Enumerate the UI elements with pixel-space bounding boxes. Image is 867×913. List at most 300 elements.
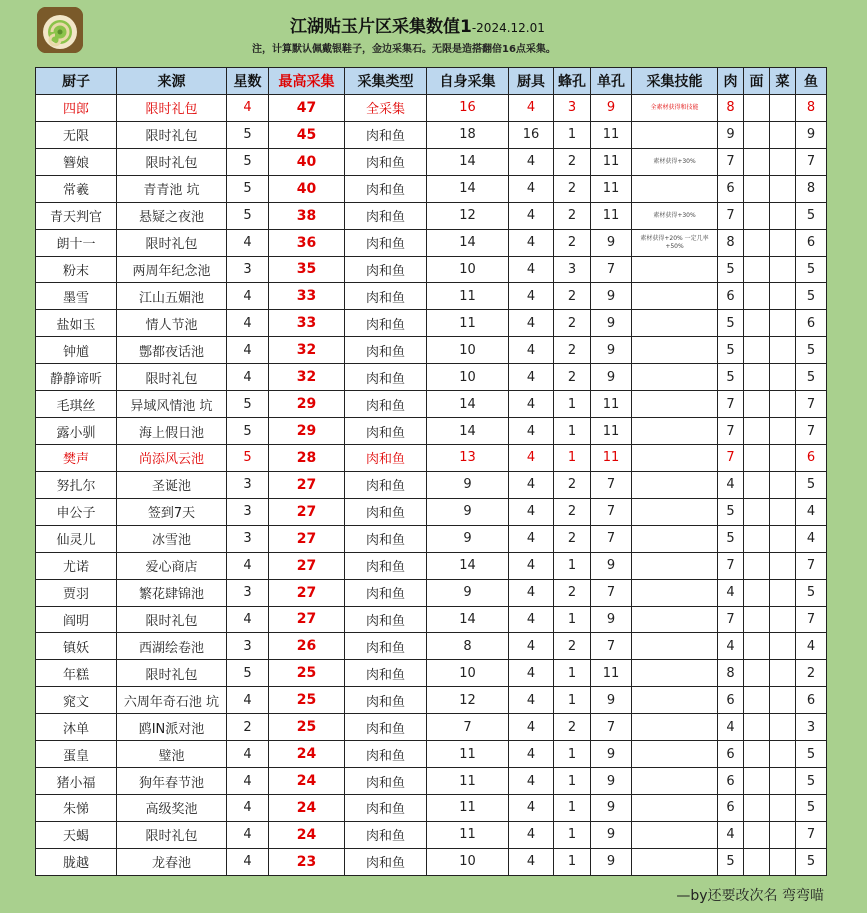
cell-fish: 5	[796, 364, 827, 391]
cell-single-slot: 9	[591, 768, 632, 795]
author-credit: —by还要改次名 弯弯喵	[676, 888, 824, 904]
table-row	[36, 337, 827, 364]
cell-source: 限时礼包	[117, 95, 227, 122]
cell-single-slot: 7	[591, 579, 632, 606]
cell-stars: 4	[227, 310, 269, 337]
cell-tool: 4	[509, 95, 554, 122]
cell-chef-name: 蛋皇	[36, 741, 117, 768]
cell-self-gather: 11	[427, 741, 509, 768]
cell-fish: 7	[796, 552, 827, 579]
cell-source: 海上假日池	[117, 418, 227, 445]
cell-bee-slot: 1	[554, 444, 591, 471]
table-row	[36, 606, 827, 633]
cell-meat: 6	[718, 283, 744, 310]
cell-vegetable	[770, 794, 796, 821]
page-title	[290, 12, 545, 37]
cell-noodle	[744, 256, 770, 283]
cell-noodle	[744, 579, 770, 606]
cell-vegetable	[770, 229, 796, 256]
header-gather-skill: 采集技能	[632, 68, 718, 95]
cell-fish: 6	[796, 229, 827, 256]
cell-noodle	[744, 498, 770, 525]
cell-bee-slot: 2	[554, 310, 591, 337]
cell-gather-skill	[632, 714, 718, 741]
cell-meat: 7	[718, 444, 744, 471]
cell-bee-slot: 1	[554, 552, 591, 579]
cell-max-gather: 38	[269, 202, 345, 229]
table-row	[36, 471, 827, 498]
cell-chef-name: 无限	[36, 121, 117, 148]
cell-vegetable	[770, 471, 796, 498]
cell-single-slot: 9	[591, 552, 632, 579]
cell-vegetable	[770, 310, 796, 337]
cell-meat: 5	[718, 364, 744, 391]
cell-bee-slot: 1	[554, 848, 591, 875]
cell-fish: 4	[796, 498, 827, 525]
cell-stars: 3	[227, 579, 269, 606]
table-row	[36, 714, 827, 741]
cell-source: 鸥IN派对池	[117, 714, 227, 741]
cell-fish: 7	[796, 606, 827, 633]
cell-chef-name: 朱悌	[36, 794, 117, 821]
table-row	[36, 283, 827, 310]
cell-fish: 8	[796, 95, 827, 122]
cell-gather-skill	[632, 256, 718, 283]
cell-max-gather: 29	[269, 418, 345, 445]
cell-tool: 4	[509, 310, 554, 337]
cell-bee-slot: 2	[554, 471, 591, 498]
cell-stars: 5	[227, 148, 269, 175]
cell-noodle	[744, 552, 770, 579]
cell-self-gather: 13	[427, 444, 509, 471]
table-row	[36, 498, 827, 525]
table-row	[36, 444, 827, 471]
cell-stars: 4	[227, 283, 269, 310]
header-max-gather: 最高采集	[269, 68, 345, 95]
table-row	[36, 121, 827, 148]
cell-meat: 6	[718, 687, 744, 714]
cell-self-gather: 14	[427, 418, 509, 445]
cell-tool: 4	[509, 552, 554, 579]
cell-vegetable	[770, 95, 796, 122]
cell-single-slot: 9	[591, 364, 632, 391]
cell-tool: 4	[509, 821, 554, 848]
cell-single-slot: 11	[591, 418, 632, 445]
cell-max-gather: 32	[269, 337, 345, 364]
cell-bee-slot: 1	[554, 794, 591, 821]
cell-meat: 6	[718, 175, 744, 202]
cell-source: 鄷都夜话池	[117, 337, 227, 364]
cell-meat: 4	[718, 633, 744, 660]
cell-fish: 6	[796, 310, 827, 337]
cell-gather-skill	[632, 391, 718, 418]
cell-noodle	[744, 391, 770, 418]
cell-stars: 3	[227, 525, 269, 552]
cell-noodle	[744, 444, 770, 471]
table-row	[36, 687, 827, 714]
cell-gather-skill	[632, 471, 718, 498]
cell-self-gather: 14	[427, 391, 509, 418]
cell-fish: 9	[796, 121, 827, 148]
cell-vegetable	[770, 391, 796, 418]
cell-single-slot: 11	[591, 148, 632, 175]
cell-source: 情人节池	[117, 310, 227, 337]
cell-gather-type: 肉和鱼	[345, 848, 427, 875]
cell-gather-type: 肉和鱼	[345, 741, 427, 768]
cell-source: 限时礼包	[117, 229, 227, 256]
cell-source: 六周年奇石池 坑	[117, 687, 227, 714]
cell-chef-name: 沐单	[36, 714, 117, 741]
cell-self-gather: 16	[427, 95, 509, 122]
title-text: 江湖贴玉片区采集数值1	[290, 17, 472, 37]
cell-tool: 4	[509, 633, 554, 660]
table-body	[36, 95, 827, 876]
header-fish: 鱼	[796, 68, 827, 95]
cell-self-gather: 14	[427, 606, 509, 633]
cell-chef-name: 钟馗	[36, 337, 117, 364]
cell-tool: 4	[509, 498, 554, 525]
cell-source: 两周年纪念池	[117, 256, 227, 283]
cell-stars: 5	[227, 202, 269, 229]
cell-meat: 5	[718, 337, 744, 364]
cell-source: 签到7天	[117, 498, 227, 525]
cell-fish: 5	[796, 283, 827, 310]
table-row	[36, 848, 827, 875]
cell-bee-slot: 2	[554, 498, 591, 525]
cell-source: 爱心商店	[117, 552, 227, 579]
cell-single-slot: 9	[591, 337, 632, 364]
cell-tool: 4	[509, 579, 554, 606]
cell-self-gather: 10	[427, 660, 509, 687]
title-date: -2024.12.01	[471, 21, 545, 35]
cell-tool: 4	[509, 391, 554, 418]
cell-chef-name: 年糕	[36, 660, 117, 687]
cell-noodle	[744, 337, 770, 364]
cell-fish: 5	[796, 202, 827, 229]
cell-bee-slot: 1	[554, 606, 591, 633]
header-bee-slot: 蜂孔	[554, 68, 591, 95]
cell-source: 青青池 坑	[117, 175, 227, 202]
cell-vegetable	[770, 848, 796, 875]
cell-noodle	[744, 768, 770, 795]
cell-gather-type: 肉和鱼	[345, 283, 427, 310]
cell-vegetable	[770, 579, 796, 606]
cell-self-gather: 10	[427, 337, 509, 364]
cell-chef-name: 露小驯	[36, 418, 117, 445]
table-row	[36, 202, 827, 229]
cell-noodle	[744, 606, 770, 633]
cell-source: 龙春池	[117, 848, 227, 875]
cell-bee-slot: 2	[554, 229, 591, 256]
header-vegetable: 菜	[770, 68, 796, 95]
cell-single-slot: 11	[591, 444, 632, 471]
cell-fish: 3	[796, 714, 827, 741]
cell-noodle	[744, 633, 770, 660]
table-row	[36, 229, 827, 256]
cell-meat: 7	[718, 148, 744, 175]
cell-single-slot: 7	[591, 525, 632, 552]
cell-single-slot: 9	[591, 283, 632, 310]
cell-fish: 7	[796, 418, 827, 445]
cell-chef-name: 朗十一	[36, 229, 117, 256]
cell-chef-name: 窕文	[36, 687, 117, 714]
cell-meat: 7	[718, 391, 744, 418]
cell-tool: 4	[509, 444, 554, 471]
cell-source: 璧池	[117, 741, 227, 768]
cell-source: 异域风情池 坑	[117, 391, 227, 418]
cell-bee-slot: 1	[554, 121, 591, 148]
cell-gather-skill	[632, 821, 718, 848]
cell-single-slot: 11	[591, 121, 632, 148]
cell-stars: 5	[227, 391, 269, 418]
cell-self-gather: 10	[427, 364, 509, 391]
cell-noodle	[744, 175, 770, 202]
cell-gather-type: 肉和鱼	[345, 148, 427, 175]
cell-fish: 6	[796, 444, 827, 471]
cell-gather-type: 全采集	[345, 95, 427, 122]
cell-stars: 4	[227, 229, 269, 256]
cell-self-gather: 14	[427, 148, 509, 175]
cell-gather-skill	[632, 498, 718, 525]
cell-stars: 3	[227, 256, 269, 283]
cell-stars: 4	[227, 337, 269, 364]
cell-vegetable	[770, 202, 796, 229]
table-row	[36, 95, 827, 122]
cell-fish: 5	[796, 768, 827, 795]
cell-gather-skill	[632, 687, 718, 714]
cell-meat: 8	[718, 660, 744, 687]
cell-source: 限时礼包	[117, 364, 227, 391]
cell-gather-type: 肉和鱼	[345, 364, 427, 391]
cell-source: 繁花肆锦池	[117, 579, 227, 606]
cell-tool: 4	[509, 418, 554, 445]
cell-noodle	[744, 121, 770, 148]
cell-chef-name: 毛琪丝	[36, 391, 117, 418]
cell-chef-name: 镇妖	[36, 633, 117, 660]
cell-stars: 4	[227, 741, 269, 768]
cell-fish: 7	[796, 148, 827, 175]
cell-gather-skill: 全素材获得和技能	[632, 95, 718, 122]
cell-source: 高级奖池	[117, 794, 227, 821]
header-meat: 肉	[718, 68, 744, 95]
cell-vegetable	[770, 283, 796, 310]
cell-noodle	[744, 418, 770, 445]
cell-gather-type: 肉和鱼	[345, 337, 427, 364]
cell-gather-type: 肉和鱼	[345, 418, 427, 445]
cell-gather-type: 肉和鱼	[345, 525, 427, 552]
cell-single-slot: 7	[591, 256, 632, 283]
cell-tool: 4	[509, 175, 554, 202]
cell-self-gather: 11	[427, 768, 509, 795]
cell-source: 限时礼包	[117, 606, 227, 633]
cell-noodle	[744, 471, 770, 498]
cell-noodle	[744, 202, 770, 229]
cell-max-gather: 47	[269, 95, 345, 122]
cell-self-gather: 14	[427, 175, 509, 202]
cell-source: 圣诞池	[117, 471, 227, 498]
header-tool: 厨具	[509, 68, 554, 95]
cell-chef-name: 樊声	[36, 444, 117, 471]
cell-stars: 4	[227, 794, 269, 821]
cell-tool: 4	[509, 768, 554, 795]
cell-bee-slot: 2	[554, 175, 591, 202]
table-row	[36, 552, 827, 579]
cell-bee-slot: 1	[554, 821, 591, 848]
cell-stars: 5	[227, 175, 269, 202]
cell-self-gather: 12	[427, 687, 509, 714]
cell-tool: 4	[509, 256, 554, 283]
calculation-note: 注，计算默认佩戴银鞋子，金边采集石。无限是造搭翻倍16点采集。	[252, 44, 556, 55]
cell-single-slot: 9	[591, 741, 632, 768]
cell-meat: 4	[718, 471, 744, 498]
cell-bee-slot: 1	[554, 741, 591, 768]
table-row	[36, 256, 827, 283]
cell-gather-type: 肉和鱼	[345, 768, 427, 795]
cell-max-gather: 26	[269, 633, 345, 660]
cell-tool: 4	[509, 337, 554, 364]
cell-source: 限时礼包	[117, 821, 227, 848]
cell-meat: 6	[718, 768, 744, 795]
cell-gather-skill	[632, 848, 718, 875]
cell-vegetable	[770, 525, 796, 552]
cell-source: 冰雪池	[117, 525, 227, 552]
cell-max-gather: 27	[269, 552, 345, 579]
cell-self-gather: 10	[427, 256, 509, 283]
cell-gather-type: 肉和鱼	[345, 444, 427, 471]
cell-chef-name: 簪娘	[36, 148, 117, 175]
cell-bee-slot: 2	[554, 148, 591, 175]
cell-tool: 4	[509, 794, 554, 821]
cell-gather-type: 肉和鱼	[345, 498, 427, 525]
table-header-row	[36, 68, 827, 95]
cell-gather-type: 肉和鱼	[345, 633, 427, 660]
cell-noodle	[744, 660, 770, 687]
cell-gather-skill	[632, 633, 718, 660]
table-row	[36, 768, 827, 795]
cell-gather-skill	[632, 337, 718, 364]
table-row	[36, 633, 827, 660]
cell-tool: 4	[509, 741, 554, 768]
cell-max-gather: 33	[269, 310, 345, 337]
cell-meat: 4	[718, 579, 744, 606]
table-row	[36, 525, 827, 552]
cell-max-gather: 32	[269, 364, 345, 391]
cell-chef-name: 天蝎	[36, 821, 117, 848]
cell-vegetable	[770, 444, 796, 471]
cell-chef-name: 仙灵儿	[36, 525, 117, 552]
cell-chef-name: 努扎尔	[36, 471, 117, 498]
cell-bee-slot: 2	[554, 364, 591, 391]
cell-gather-skill	[632, 768, 718, 795]
cell-max-gather: 27	[269, 471, 345, 498]
cell-max-gather: 24	[269, 768, 345, 795]
cell-chef-name: 青天判官	[36, 202, 117, 229]
cell-max-gather: 29	[269, 391, 345, 418]
cell-stars: 3	[227, 633, 269, 660]
cell-self-gather: 9	[427, 498, 509, 525]
cell-single-slot: 11	[591, 660, 632, 687]
cell-tool: 4	[509, 714, 554, 741]
cell-gather-type: 肉和鱼	[345, 660, 427, 687]
cell-gather-skill	[632, 175, 718, 202]
cell-chef-name: 胧越	[36, 848, 117, 875]
cell-meat: 7	[718, 606, 744, 633]
cell-tool: 4	[509, 660, 554, 687]
gathering-table	[35, 67, 827, 876]
cell-max-gather: 27	[269, 579, 345, 606]
cell-max-gather: 27	[269, 606, 345, 633]
cell-source: 西湖绘卷池	[117, 633, 227, 660]
cell-gather-type: 肉和鱼	[345, 714, 427, 741]
cell-meat: 7	[718, 202, 744, 229]
cell-self-gather: 11	[427, 310, 509, 337]
cell-noodle	[744, 283, 770, 310]
cell-vegetable	[770, 660, 796, 687]
cell-chef-name: 申公子	[36, 498, 117, 525]
cell-meat: 5	[718, 848, 744, 875]
cell-vegetable	[770, 121, 796, 148]
cell-stars: 4	[227, 821, 269, 848]
cell-gather-skill	[632, 525, 718, 552]
cell-bee-slot: 3	[554, 256, 591, 283]
table-row	[36, 391, 827, 418]
header-stars: 星数	[227, 68, 269, 95]
cell-gather-skill	[632, 444, 718, 471]
cell-fish: 5	[796, 256, 827, 283]
cell-gather-type: 肉和鱼	[345, 391, 427, 418]
cell-gather-type: 肉和鱼	[345, 471, 427, 498]
cell-source: 限时礼包	[117, 148, 227, 175]
table-row	[36, 579, 827, 606]
cell-chef-name: 阎明	[36, 606, 117, 633]
cell-max-gather: 35	[269, 256, 345, 283]
cell-single-slot: 9	[591, 821, 632, 848]
cell-noodle	[744, 794, 770, 821]
table-row	[36, 660, 827, 687]
cell-vegetable	[770, 687, 796, 714]
cell-tool: 4	[509, 202, 554, 229]
cell-max-gather: 27	[269, 525, 345, 552]
cell-noodle	[744, 525, 770, 552]
cell-max-gather: 28	[269, 444, 345, 471]
cell-gather-type: 肉和鱼	[345, 687, 427, 714]
cell-fish: 5	[796, 741, 827, 768]
cell-bee-slot: 3	[554, 95, 591, 122]
cell-chef-name: 静静谛听	[36, 364, 117, 391]
cell-max-gather: 24	[269, 821, 345, 848]
cell-stars: 4	[227, 364, 269, 391]
cell-vegetable	[770, 175, 796, 202]
table-row	[36, 794, 827, 821]
cell-tool: 16	[509, 121, 554, 148]
cell-single-slot: 9	[591, 95, 632, 122]
cell-max-gather: 24	[269, 741, 345, 768]
cell-single-slot: 9	[591, 848, 632, 875]
cell-stars: 3	[227, 498, 269, 525]
cell-source: 限时礼包	[117, 121, 227, 148]
cell-meat: 6	[718, 741, 744, 768]
cell-stars: 5	[227, 121, 269, 148]
cell-single-slot: 11	[591, 202, 632, 229]
cell-vegetable	[770, 633, 796, 660]
table-row	[36, 310, 827, 337]
cell-self-gather: 11	[427, 283, 509, 310]
cell-tool: 4	[509, 283, 554, 310]
cell-bee-slot: 2	[554, 714, 591, 741]
cell-meat: 5	[718, 498, 744, 525]
cell-fish: 5	[796, 337, 827, 364]
cell-stars: 5	[227, 418, 269, 445]
